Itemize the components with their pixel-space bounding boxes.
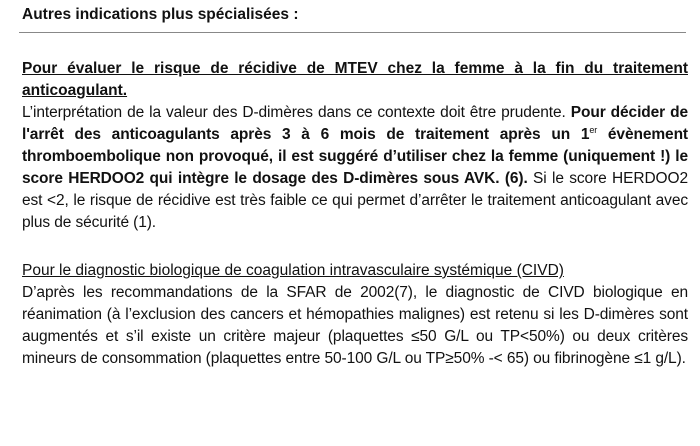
paragraph-civd: D’après les recommandations de la SFAR de 2002(7), le diagnostic de CIVD biologique en réanimation (à l’exclusion des cancers et hémopathies malignes) est retenu si les D-dimères sont augmentés et s’il existe un critère majeur (plaquettes ≤50 G/L ou TP<50%) ou deux critères mineurs de consommation (plaquettes entre 50-100 G/L ou TP≥50% -< 65) ou fibrinogène ≤1 g/L). <box>22 284 688 367</box>
text-bold-recommendation: Pour décider de l'arrêt des anticoagulants après 3 à 6 mois de traitement après un 1 <box>22 104 688 143</box>
paragraph-recurrence <box>22 102 688 234</box>
section-title-civd: Pour le diagnostic biologique de coagulation intravasculaire systémique (CIVD) <box>22 262 564 279</box>
text-plain-intro: L’interprétation de la valeur des D-dimères dans ce contexte doit être prudente. <box>22 104 571 121</box>
text-plain-conclusion: Si le score HERDOO2 est <2, le risque de récidive est très faible ce qui permet d’arrêter le traitement anticoagulant avec plus de sécurité (1). <box>22 170 688 231</box>
section-heading: Autres indications plus spécialisées : <box>19 6 686 33</box>
section-recurrence-risk <box>22 58 688 234</box>
section-civd <box>22 260 688 370</box>
superscript-er: er <box>589 125 598 135</box>
section-title-recurrence: Pour évaluer le risque de récidive de MTEV chez la femme à la fin du traitement anticoagulant. <box>22 60 688 99</box>
text-bold-recommendation-cont: évènement thromboembolique non provoqué, il est suggéré d’utiliser chez la femme (uniquement !) le score HERDOO2 qui intègre le dosage des D-dimères sous AVK. (6). <box>22 126 688 187</box>
